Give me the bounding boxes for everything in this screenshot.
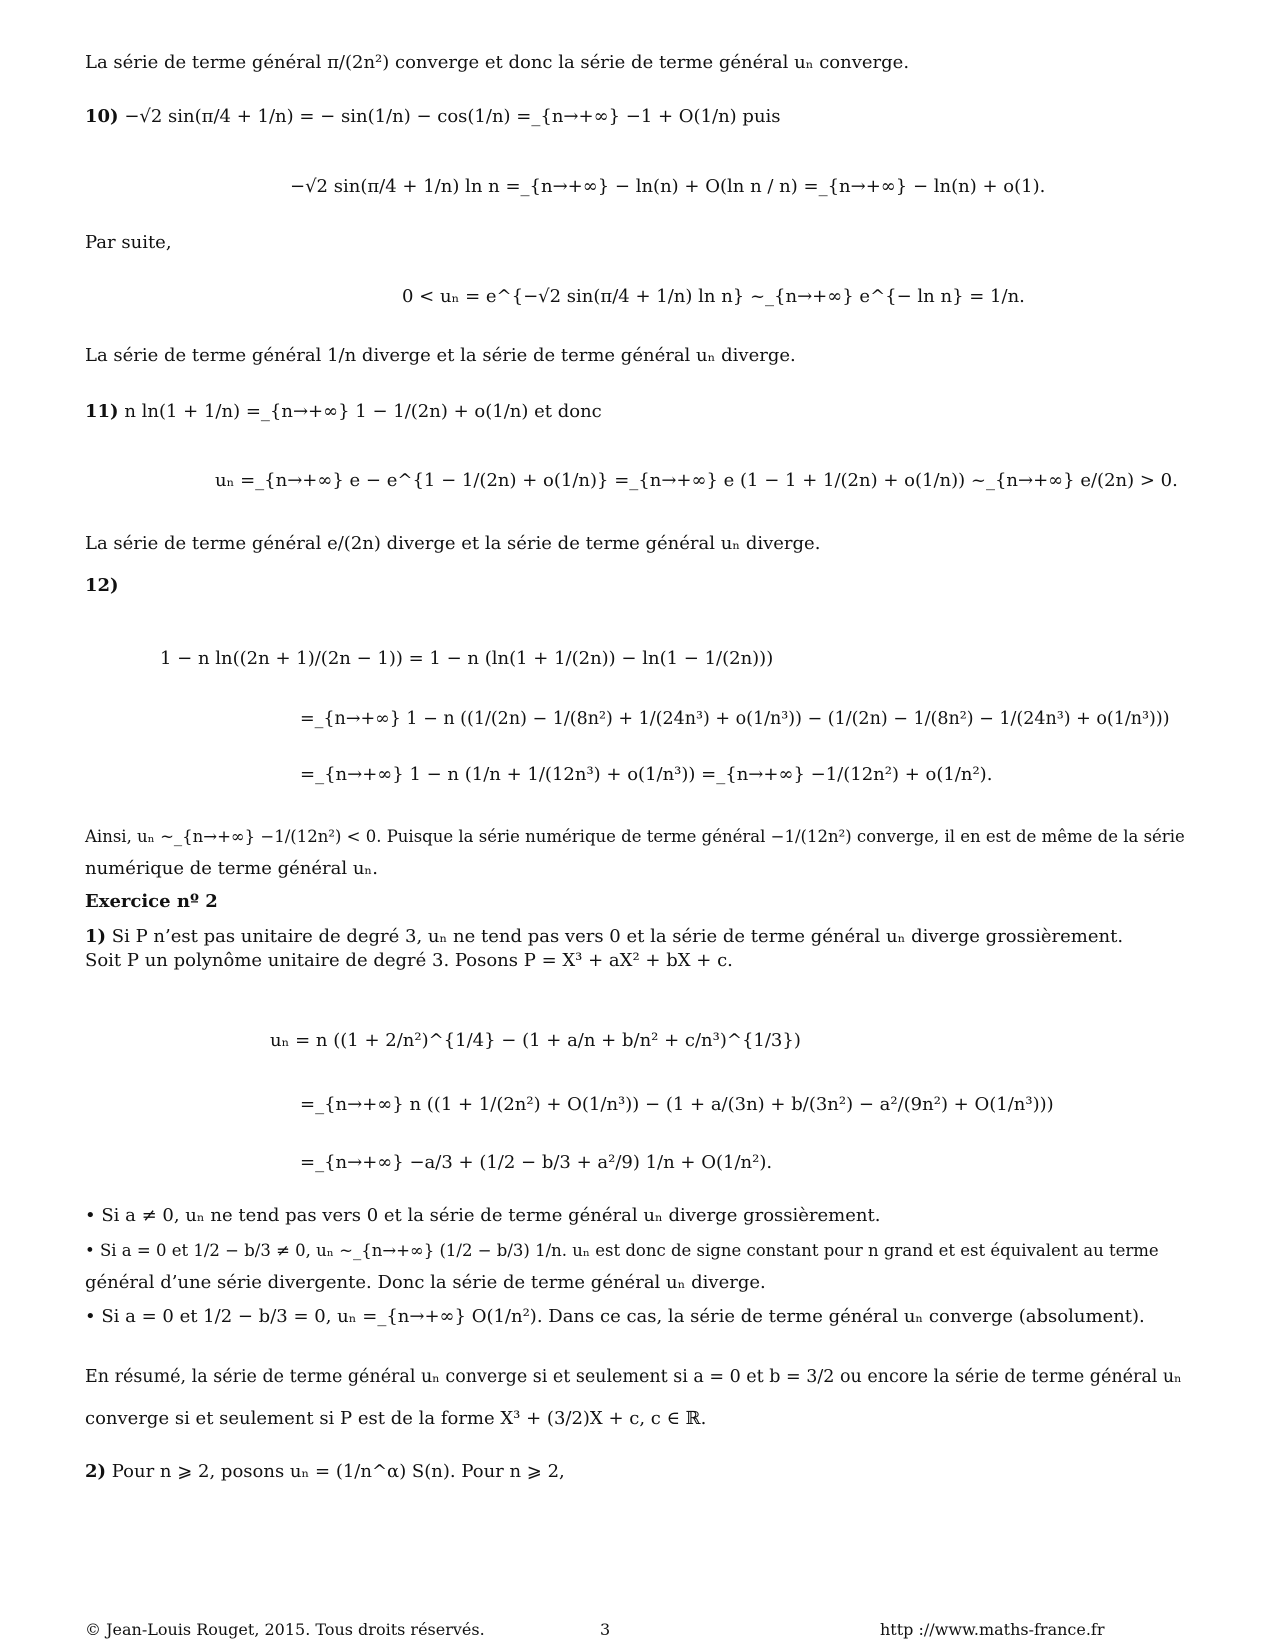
question-label-ex2-1: 1) — [85, 926, 107, 947]
text-diverge-11: La série de terme général e/(2n) diverge et la série de terme général uₙ diverge. — [85, 533, 821, 554]
text-par-suite: Par suite, — [85, 232, 172, 253]
text-resume-line-1: En résumé, la série de terme général uₙ converge si et seulement si a = 0 et b = 3/2 ou encore la série de terme général uₙ — [85, 1367, 1182, 1387]
question-10 — [85, 106, 781, 128]
question-label-11: 11) — [85, 401, 119, 422]
exercice-2-question-1 — [85, 926, 1123, 948]
text-ainsi-line-1: Ainsi, uₙ ~_{n→+∞} −1/(12n²) < 0. Puisque la série numérique de terme général −1/(12n²) converge, il en est de même de la série — [85, 827, 1185, 846]
equation-12-line-2: =_{n→+∞} 1 − n ((1/(2n) − 1/(8n²) + 1/(24n³) + o(1/n³)) − (1/(2n) − 1/(8n²) − 1/(24n³) + o(1/n³))) — [300, 709, 1170, 729]
bullet-a-zero-converge: • Si a = 0 et 1/2 − b/3 = 0, uₙ =_{n→+∞} O(1/n²). Dans ce cas, la série de terme général uₙ converge (absolument). — [85, 1306, 1145, 1327]
equation-12-line-1: 1 − n ln((2n + 1)/(2n − 1)) = 1 − n (ln(1 + 1/(2n)) − ln(1 − 1/(2n))) — [160, 648, 774, 669]
exercice-2-question-2 — [85, 1461, 565, 1483]
question-11 — [85, 401, 602, 423]
bullet-a-nonzero: • Si a ≠ 0, uₙ ne tend pas vers 0 et la série de terme général uₙ diverge grossièrement. — [85, 1205, 881, 1226]
text-diverge-10: La série de terme général 1/n diverge et la série de terme général uₙ diverge. — [85, 345, 796, 366]
exercice-2-line-1: Si P n’est pas unitaire de degré 3, uₙ ne tend pas vers 0 et la série de terme général uₙ diverge grossièrement. — [111, 926, 1124, 947]
text-line-series-converge: La série de terme général π/(2n²) converge et donc la série de terme général uₙ converge. — [85, 52, 910, 73]
question-label-12: 12) — [85, 575, 119, 596]
exercice-2-question-2-text: Pour n ⩾ 2, posons uₙ = (1/n^α) S(n). Pour n ⩾ 2, — [111, 1461, 565, 1482]
footer-copyright: © Jean-Louis Rouget, 2015. Tous droits réservés. — [85, 1620, 485, 1639]
equation-un-10: 0 < uₙ = e^{−√2 sin(π/4 + 1/n) ln n} ~_{n→+∞} e^{− ln n} = 1/n. — [402, 286, 1025, 307]
question-label-10: 10) — [85, 106, 119, 127]
footer-page-number: 3 — [600, 1620, 611, 1639]
text-ainsi-line-2: numérique de terme général uₙ. — [85, 858, 378, 879]
question-10-text: −√2 sin(π/4 + 1/n) = − sin(1/n) − cos(1/n) =_{n→+∞} −1 + O(1/n) puis — [124, 106, 781, 127]
equation-ex2-line-3: =_{n→+∞} −a/3 + (1/2 − b/3 + a²/9) 1/n + O(1/n²). — [300, 1152, 773, 1173]
text-resume-line-2: converge si et seulement si P est de la forme X³ + (3/2)X + c, c ∈ ℝ. — [85, 1408, 707, 1429]
question-11-text: n ln(1 + 1/n) =_{n→+∞} 1 − 1/(2n) + o(1/n) et donc — [124, 401, 602, 422]
equation-10: −√2 sin(π/4 + 1/n) ln n =_{n→+∞} − ln(n) + O(ln n / n) =_{n→+∞} − ln(n) + o(1). — [290, 176, 1046, 197]
equation-ex2-line-1: uₙ = n ((1 + 2/n²)^{1/4} − (1 + a/n + b/n² + c/n³)^{1/3}) — [270, 1030, 801, 1051]
bullet-a-zero-line-1: • Si a = 0 et 1/2 − b/3 ≠ 0, uₙ ~_{n→+∞} (1/2 − b/3) 1/n. uₙ est donc de signe constant pour n grand et est équivalent au terme — [85, 1241, 1159, 1260]
equation-12-line-3: =_{n→+∞} 1 − n (1/n + 1/(12n³) + o(1/n³)) =_{n→+∞} −1/(12n²) + o(1/n²). — [300, 764, 993, 785]
equation-un-11: uₙ =_{n→+∞} e − e^{1 − 1/(2n) + o(1/n)} =_{n→+∞} e (1 − 1 + 1/(2n) + o(1/n)) ~_{n→+∞} e/(2n) > 0. — [215, 470, 1178, 491]
bullet-a-zero-line-2: général d’une série divergente. Donc la série de terme général uₙ diverge. — [85, 1272, 766, 1293]
section-title-exercice-2: Exercice nº 2 — [85, 891, 218, 912]
footer-url[interactable]: http ://www.maths-france.fr — [880, 1620, 1105, 1639]
exercice-2-line-2: Soit P un polynôme unitaire de degré 3. Posons P = X³ + aX² + bX + c. — [85, 950, 733, 971]
question-label-ex2-2: 2) — [85, 1461, 107, 1482]
equation-ex2-line-2: =_{n→+∞} n ((1 + 1/(2n²) + O(1/n³)) − (1 + a/(3n) + b/(3n²) − a²/(9n²) + O(1/n³))) — [300, 1094, 1054, 1115]
